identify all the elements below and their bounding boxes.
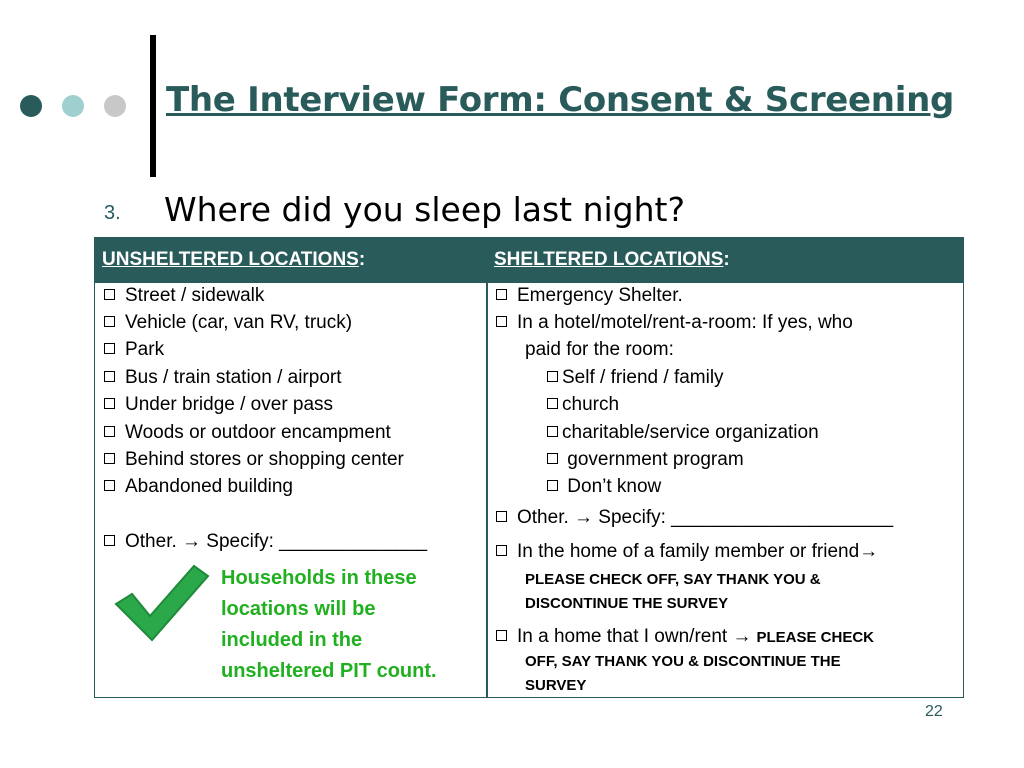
question-text: Where did you sleep last night? <box>164 190 685 229</box>
checkbox-icon[interactable] <box>496 316 507 327</box>
option-woods[interactable]: Woods or outdoor encampment <box>104 422 391 444</box>
option-hotel[interactable]: In a hotel/motel/rent-a-room: If yes, who <box>496 312 853 334</box>
page-number: 22 <box>925 703 943 720</box>
question-number: 3. <box>104 202 121 224</box>
column-divider <box>486 238 488 697</box>
checkbox-icon[interactable] <box>104 426 115 437</box>
suboption-church[interactable]: church <box>547 394 619 416</box>
option-behind-stores[interactable]: Behind stores or shopping center <box>104 449 404 471</box>
hotel-question-continued: paid for the room: <box>525 339 674 360</box>
option-park[interactable]: Park <box>104 339 164 361</box>
option-abandoned-building[interactable]: Abandoned building <box>104 476 293 498</box>
family-home-instruction-1: PLEASE CHECK OFF, SAY THANK YOU & <box>525 571 821 588</box>
own-home-instruction-2: OFF, SAY THANK YOU & DISCONTINUE THE <box>525 653 841 670</box>
checkbox-icon[interactable] <box>547 480 558 491</box>
unsheltered-header: UNSHELTERED LOCATIONS: <box>102 249 366 270</box>
option-bus-station[interactable]: Bus / train station / airport <box>104 367 342 389</box>
suboption-dont-know[interactable]: Don’t know <box>547 476 661 498</box>
checkbox-icon[interactable] <box>496 630 507 641</box>
option-family-home[interactable]: In the home of a family member or friend→ <box>496 541 878 563</box>
family-home-instruction-2: DISCONTINUE THE SURVEY <box>525 595 729 612</box>
suboption-government[interactable]: government program <box>547 449 744 471</box>
checkbox-icon[interactable] <box>547 398 558 409</box>
option-vehicle[interactable]: Vehicle (car, van RV, truck) <box>104 312 352 334</box>
bullet-dot-dark <box>20 95 42 117</box>
checkmark-icon <box>112 560 212 645</box>
option-own-home[interactable]: In a home that I own/rent → PLEASE CHECK <box>496 626 874 649</box>
unsheltered-note: Households in these locations will be included in the unsheltered PIT count. <box>221 567 437 682</box>
table-header <box>95 238 963 283</box>
checkbox-icon[interactable] <box>496 511 507 522</box>
bullet-dot-light <box>62 95 84 117</box>
option-other-unsheltered[interactable]: Other. → Specify: ______________ <box>104 531 427 553</box>
suboption-charitable[interactable]: charitable/service organization <box>547 422 819 444</box>
checkbox-icon[interactable] <box>547 371 558 382</box>
checkbox-icon[interactable] <box>104 371 115 382</box>
checkbox-icon[interactable] <box>104 398 115 409</box>
checkbox-icon[interactable] <box>496 289 507 300</box>
sheltered-header: SHELTERED LOCATIONS: <box>494 249 730 270</box>
checkbox-icon[interactable] <box>104 453 115 464</box>
option-other-sheltered[interactable]: Other. → Specify: _____________________ <box>496 507 893 529</box>
slide-title: The Interview Form: Consent & Screening <box>166 80 955 120</box>
checkbox-icon[interactable] <box>104 343 115 354</box>
option-street[interactable]: Street / sidewalk <box>104 285 264 307</box>
suboption-self[interactable]: Self / friend / family <box>547 367 724 389</box>
checkbox-icon[interactable] <box>104 316 115 327</box>
own-home-instruction-1: PLEASE CHECK <box>756 629 874 646</box>
checkbox-icon[interactable] <box>547 453 558 464</box>
bullet-dot-gray <box>104 95 126 117</box>
option-under-bridge[interactable]: Under bridge / over pass <box>104 394 333 416</box>
checkbox-icon[interactable] <box>104 535 115 546</box>
checkbox-icon[interactable] <box>496 545 507 556</box>
checkbox-icon[interactable] <box>104 480 115 491</box>
checkbox-icon[interactable] <box>547 426 558 437</box>
own-home-instruction-3: SURVEY <box>525 677 587 694</box>
option-emergency-shelter[interactable]: Emergency Shelter. <box>496 285 683 307</box>
checkbox-icon[interactable] <box>104 289 115 300</box>
title-divider <box>150 35 156 177</box>
